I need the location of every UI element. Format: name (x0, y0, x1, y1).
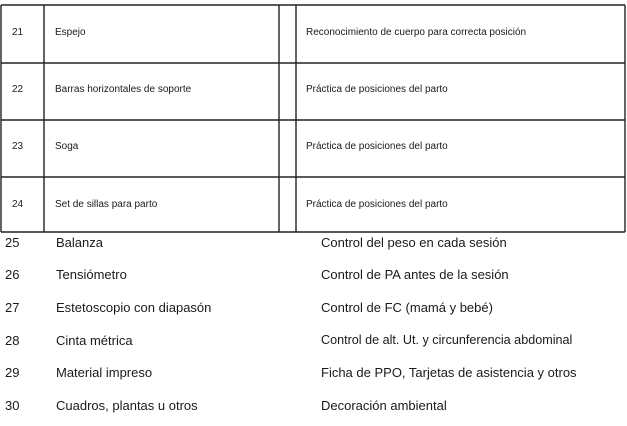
item-name: Material impreso (56, 365, 153, 380)
item-purpose: Decoración ambiental (321, 398, 447, 413)
row-number: 24 (12, 199, 24, 210)
item-name: Barras horizontales de soporte (55, 84, 192, 95)
item-name: Cuadros, plantas u otros (56, 398, 198, 413)
item-purpose: Reconocimiento de cuerpo para correcta posición (306, 27, 527, 38)
item-purpose: Práctica de posiciones del parto (306, 84, 448, 95)
item-purpose: Control de alt. Ut. y circunferencia abdominal (321, 333, 573, 347)
item-purpose: Control de PA antes de la sesión (321, 267, 509, 282)
row-number: 26 (5, 267, 20, 282)
item-name: Set de sillas para parto (55, 199, 158, 210)
row-number: 22 (12, 84, 24, 95)
item-purpose: Ficha de PPO, Tarjetas de asistencia y otros (321, 365, 577, 380)
item-name: Balanza (56, 235, 103, 250)
item-purpose: Control de FC (mamá y bebé) (321, 300, 493, 315)
row-number: 29 (5, 365, 20, 380)
item-name: Soga (55, 141, 79, 152)
row-number: 28 (5, 333, 20, 348)
item-name: Tensiómetro (56, 267, 127, 282)
row-number: 21 (12, 27, 24, 38)
row-number: 27 (5, 300, 20, 315)
item-purpose: Práctica de posiciones del parto (306, 141, 448, 152)
item-name: Estetoscopio con diapasón (56, 300, 212, 315)
item-purpose: Control del peso en cada sesión (321, 235, 507, 250)
item-name: Cinta métrica (56, 333, 133, 348)
item-name: Espejo (55, 27, 86, 38)
item-purpose: Práctica de posiciones del parto (306, 199, 448, 210)
row-number: 25 (5, 235, 20, 250)
row-number: 23 (12, 141, 24, 152)
row-number: 30 (5, 398, 20, 413)
